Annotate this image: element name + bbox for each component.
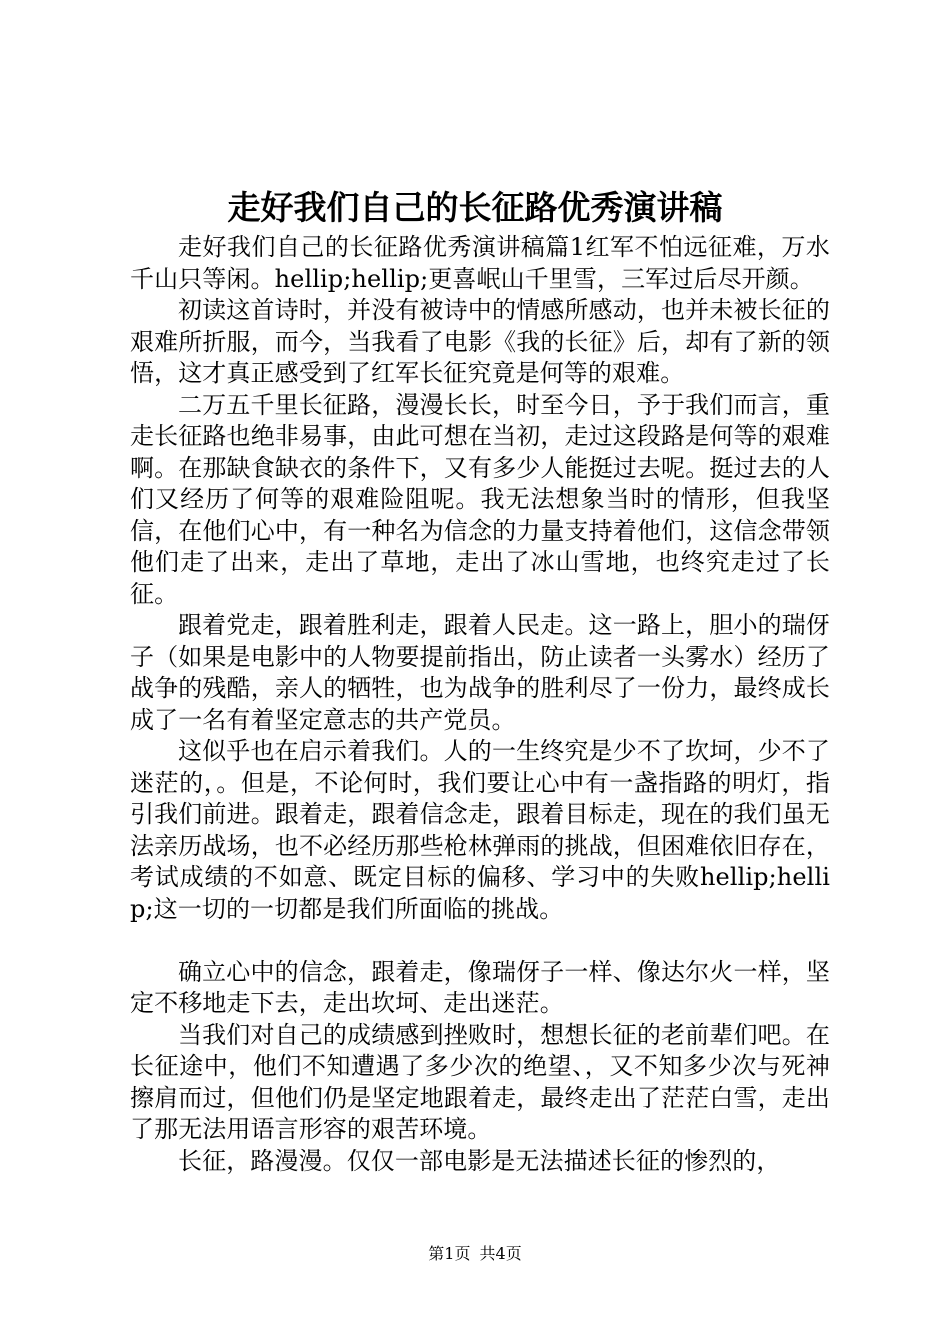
document-body [130, 232, 830, 1177]
paragraph: 二万五千里长征路，漫漫长长，时至今日，予于我们而言，重走长征路也绝非易事，由此可想在当初，走过这段路是何等的艰难啊。在那缺食缺衣的条件下，又有多少人能挺过去呢。挺过去的人们又经历了何等的艰难险阻呢。我无法想象当时的情形，但我坚信，在他们心中，有一种名为信念的力量支持着他们，这信念带领他们走了出来，走出了草地，走出了冰山雪地，也终究走过了长征。 [130, 390, 830, 608]
page-number: 第1页 [428, 1244, 471, 1263]
paragraph: 当我们对自己的成绩感到挫败时，想想长征的老前辈们吧。在长征途中，他们不知遭遇了多少次的绝望、，又不知多少次与死神擦肩而过，但他们仍是坚定地跟着走，最终走出了茫茫白雪，走出了那无法用语言形容的艰苦环境。 [130, 1020, 830, 1143]
document-title: 走好我们自己的长征路优秀演讲稿 [227, 188, 723, 227]
page-total: 共4页 [479, 1244, 522, 1263]
paragraph: 这似乎也在启示着我们。人的一生终究是少不了坎坷，少不了迷茫的，。但是，不论何时，我们要让心中有一盏指路的明灯，指引我们前进。跟着走，跟着信念走，跟着目标走，现在的我们虽无法亲历战场，也不必经历那些枪林弹雨的挑战，但困难依旧存在，考试成绩的不如意、既定目标的偏移、学习中的失败hellip;hellip;这一切的一切都是我们所面临的挑战。 [130, 737, 830, 923]
page-footer [0, 1243, 950, 1265]
paragraph: 跟着党走，跟着胜利走，跟着人民走。这一路上，胆小的瑞伢子（如果是电影中的人物要提前指出，防止读者一头雾水）经历了战争的残酷，亲人的牺牲，也为战争的胜利尽了一份力，最终成长成了一名有着坚定意志的共产党员。 [130, 611, 830, 734]
paragraph: 初读这首诗时，并没有被诗中的情感所感动，也并未被长征的艰难所折服，而今，当我看了电影《我的长征》后，却有了新的领悟，这才真正感受到了红军长征究竟是何等的艰难。 [130, 296, 830, 387]
paragraph: 确立心中的信念，跟着走，像瑞伢子一样、像达尔火一样，坚定不移地走下去，走出坎坷、走出迷茫。 [130, 957, 830, 1017]
paragraph: 走好我们自己的长征路优秀演讲稿篇1红军不怕远征难，万水千山只等闲。hellip;hellip;更喜岷山千里雪，三军过后尽开颜。 [130, 233, 830, 293]
paragraph: 长征，路漫漫。仅仅一部电影是无法描述长征的惨烈的， [178, 1146, 781, 1175]
